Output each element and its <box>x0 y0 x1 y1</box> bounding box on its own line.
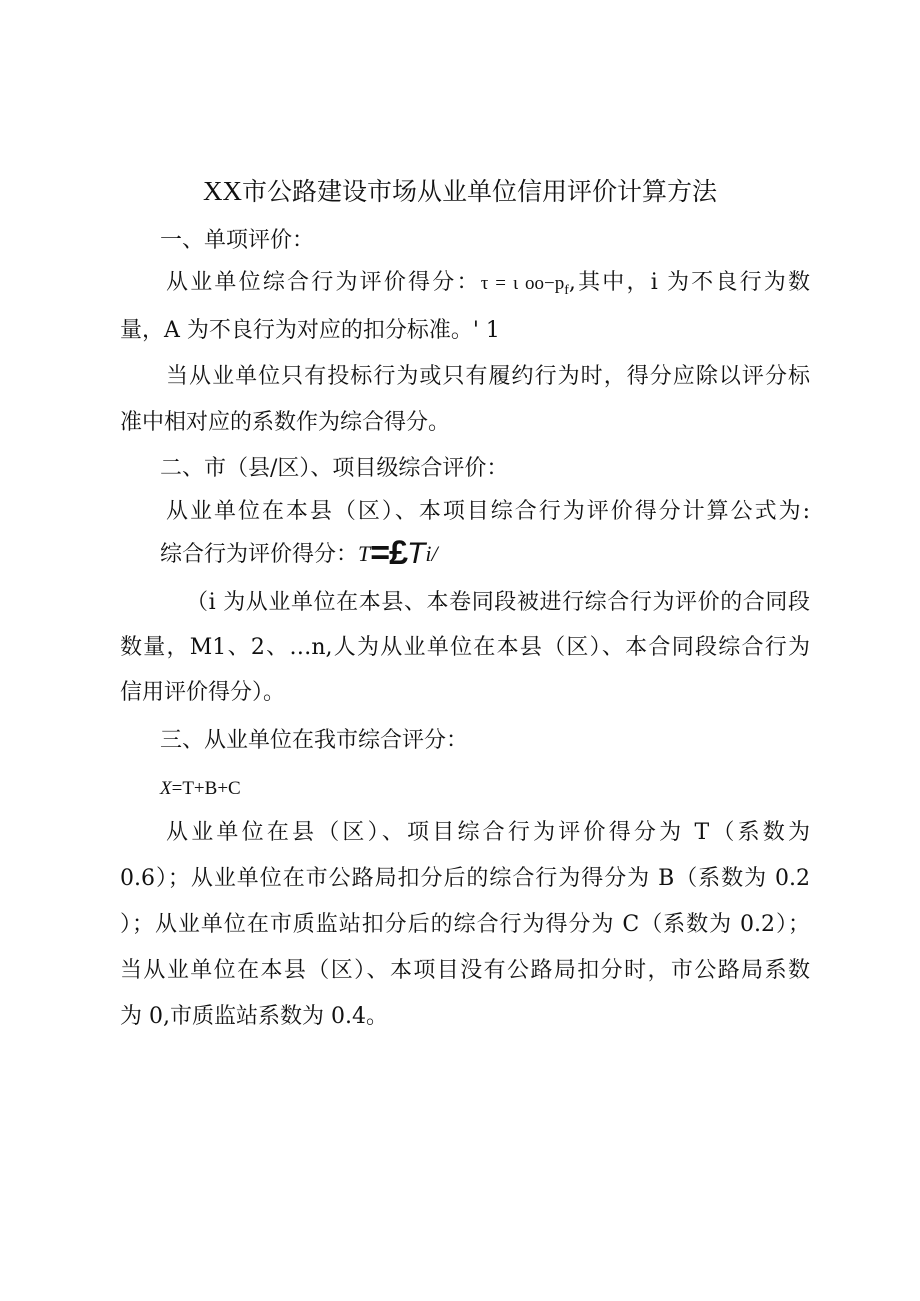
section-3-paragraph-line-4: 当从业单位在本县（区）、本项目没有公路局扣分时，市公路局系数 <box>120 958 810 983</box>
section-2-paragraph-3-line-1: （i 为从业单位在本县、本卷同段被进行综合行为评价的合同段 <box>186 590 810 615</box>
s1-p1-after: ,其中，i 为不良行为数 <box>568 270 810 295</box>
s3-formula-rest: =T+B+C <box>171 778 241 799</box>
section-3-paragraph-line-3: ）；从业单位在市质监站扣分后的综合行为得分为 C（系数为 0.2）； <box>120 912 810 937</box>
section-3-paragraph-line-1: 从业单位在县（区）、项目综合行为评价得分为 T（系数为 <box>166 820 810 845</box>
section-1-heading: 一、单项评价： <box>160 228 315 253</box>
s2-formula-eq: =£ <box>370 534 408 572</box>
s1-formula-subscript: f <box>564 283 569 298</box>
section-1-paragraph-1-line-1 <box>166 268 810 299</box>
section-2-paragraph-3-line-2: 数量，M1、2、…n,人为从业单位在本县（区）、本合同段综合行为 <box>120 635 810 660</box>
section-3-paragraph-line-2: 0.6）；从业单位在市公路局扣分后的综合行为得分为 B（系数为 0.2 <box>120 866 810 891</box>
section-1-paragraph-2-line-2: 准中相对应的系数作为综合得分。 <box>120 410 451 435</box>
title-prefix: XX <box>202 176 242 206</box>
title-text: 市公路建设市场从业单位信用评价计算方法 <box>241 177 717 206</box>
s2-formula <box>358 534 438 572</box>
section-1-paragraph-2-line-1: 当从业单位只有投标行为或只有履约行为时，得分应除以评分标 <box>166 364 810 389</box>
section-3-heading: 三、从业单位在我市综合评分： <box>160 728 469 753</box>
section-1-paragraph-1-line-2: 量，A 为不良行为对应的扣分标准。' 1 <box>120 318 500 343</box>
s1-formula <box>480 273 569 298</box>
s1-p1-lead: 从业单位综合行为评价得分： <box>166 270 481 295</box>
section-2-paragraph-1: 从业单位在本县（区）、本项目综合行为评价得分计算公式为: <box>166 499 810 524</box>
s1-formula-main: τ = ι oo−p <box>480 273 565 294</box>
s2-formula-t: T <box>358 541 371 566</box>
section-3-paragraph-line-5: 为 0,市质监站系数为 0.4。 <box>120 1004 388 1029</box>
s2-formula-ti: T <box>407 537 426 570</box>
section-2-heading: 二、市（县/区）、项目级综合评价： <box>160 456 509 481</box>
section-2-paragraph-2 <box>160 534 438 572</box>
section-3-formula <box>160 773 241 804</box>
document-title <box>0 174 920 209</box>
s3-formula-x: X <box>160 778 172 799</box>
section-2-paragraph-3-line-3: 信用评价得分）。 <box>120 680 286 705</box>
s2-p2-lead: 综合行为评价得分： <box>160 542 359 567</box>
s2-formula-tail: i/ <box>425 541 438 566</box>
